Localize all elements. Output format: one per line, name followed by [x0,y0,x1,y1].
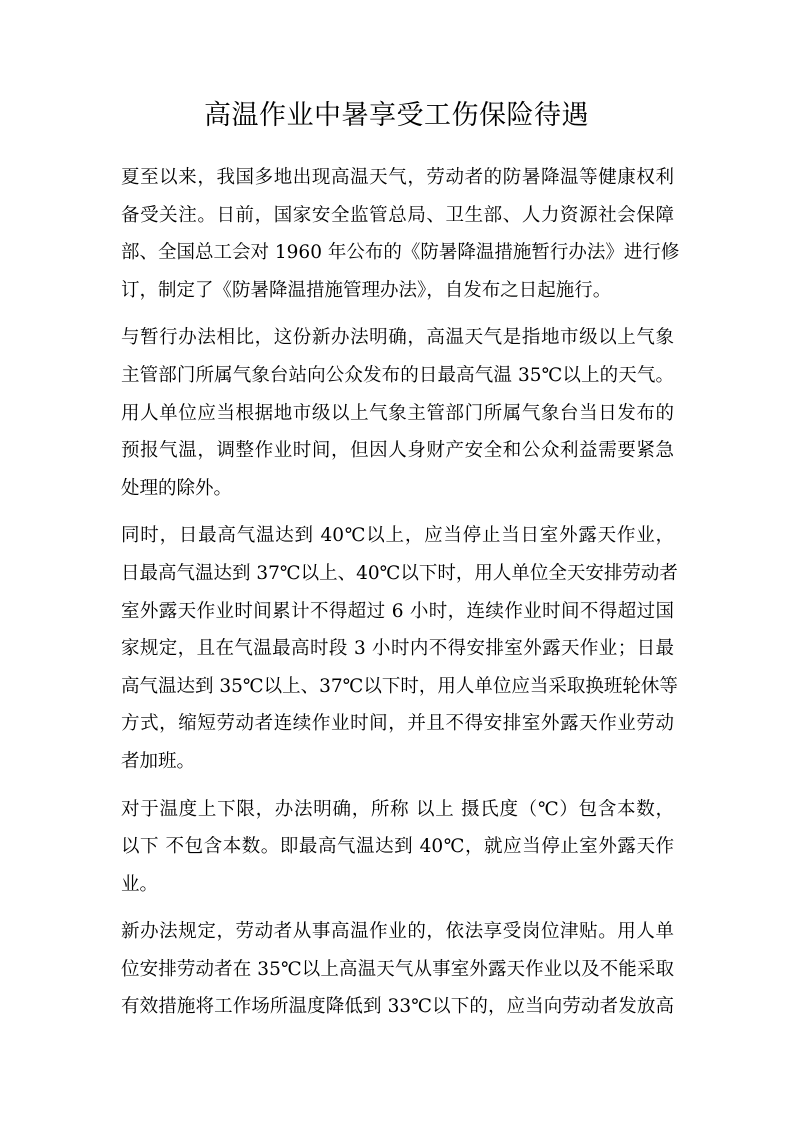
paragraph-line: 方式，缩短劳动者连续作业时间，并且不得安排室外露天作业劳动 [121,713,674,735]
paragraph-line: 日最高气温达到 37℃以上、40℃以下时，用人单位全天安排劳动者 [121,562,678,584]
paragraph-1 [121,159,680,309]
paragraph-line: 部、全国总工会对 1960 年公布的《防暑降温措施暂行办法》进行修 [121,242,680,264]
paragraph-line: 新办法规定，劳动者从事高温作业的，依法享受岗位津贴。用人单 [121,921,674,943]
paragraph-line: 有效措施将工作场所温度降低到 33℃以下的，应当向劳动者发放高 [121,996,674,1018]
paragraph-line: 者加班。 [121,750,196,772]
paragraph-line: 用人单位应当根据地市级以上气象主管部门所属气象台当日发布的 [121,402,674,424]
paragraph-line: 对于温度上下限，办法明确，所称 以上 摄氏度（℃）包含本数， [121,798,674,820]
paragraph-line: 订，制定了《防暑降温措施管理办法》，自发布之日起施行。 [121,279,612,301]
paragraph-line: 夏至以来，我国多地出现高温天气，劳动者的防暑降温等健康权利 [121,167,674,188]
paragraph-line: 以下 不包含本数。即最高气温达到 40℃，就应当停止室外露天作 [121,836,674,858]
document-title: 高温作业中暑享受工伤保险待遇 [204,100,589,131]
paragraph-line: 主管部门所属气象台站向公众发布的日最高气温 35℃以上的天气。 [121,364,674,386]
paragraph-line: 位安排劳动者在 35℃以上高温天气从事室外露天作业以及不能采取 [121,958,674,980]
paragraph-2 [121,319,674,507]
paragraph-line: 同时，日最高气温达到 40℃以上，应当停止当日室外露天作业， [121,525,674,547]
paragraph-3 [121,517,678,780]
paragraph-line: 业。 [121,873,159,895]
document-body [121,159,680,1036]
paragraph-line: 与暂行办法相比，这份新办法明确，高温天气是指地市级以上气象 [121,327,674,349]
paragraph-line: 高气温达到 35℃以上、37℃以下时，用人单位应当采取换班轮休等 [121,675,678,697]
paragraph-line: 处理的除外。 [121,477,233,499]
paragraph-4 [121,791,674,904]
paragraph-line: 家规定，且在气温最高时段 3 小时内不得安排室外露天作业；日最 [121,638,674,660]
paragraph-5 [121,913,674,1026]
paragraph-line: 室外露天作业时间累计不得超过 6 小时，连续作业时间不得超过国 [121,600,674,622]
paragraph-line: 预报气温，调整作业时间，但因人身财产安全和公众利益需要紧急 [121,440,674,462]
paragraph-line: 备受关注。日前，国家安全监管总局、卫生部、人力资源社会保障 [121,204,674,226]
